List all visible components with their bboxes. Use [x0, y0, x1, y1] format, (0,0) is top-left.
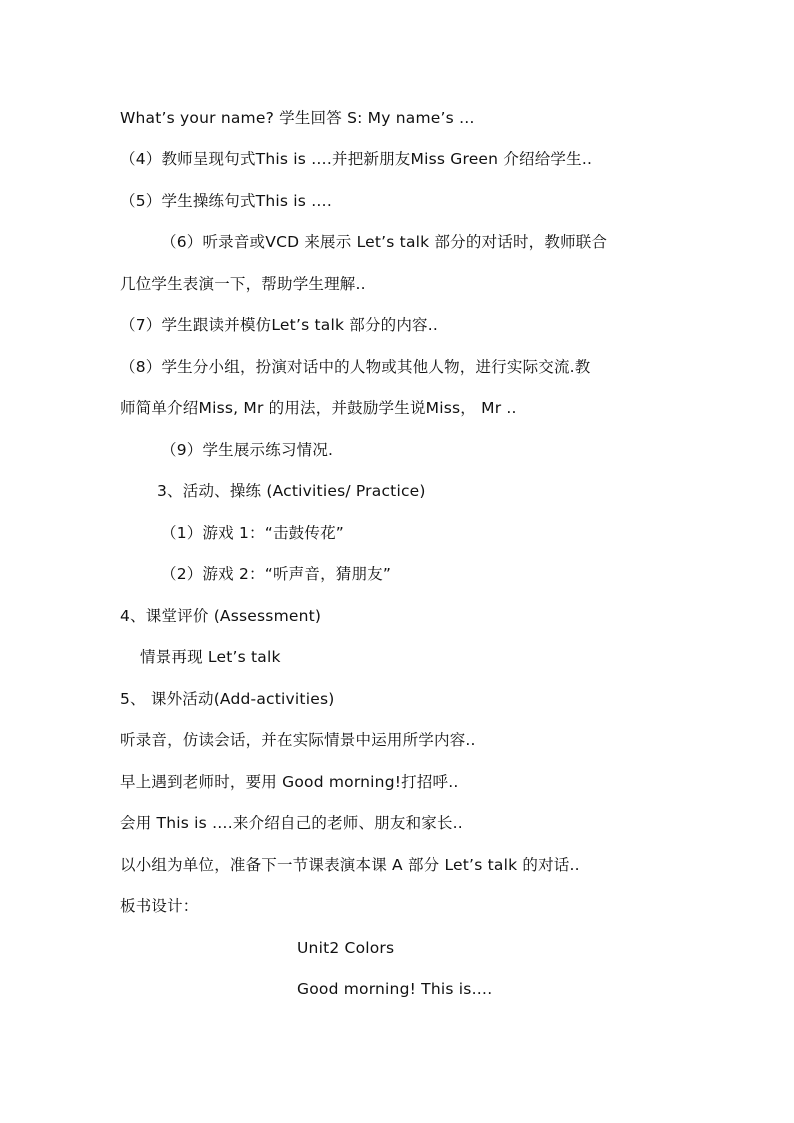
- text-line-homework-2: 早上遇到老师时，要用 Good morning!打招呼..: [120, 773, 459, 791]
- text-line-step-9: （9）学生展示练习情况.: [161, 441, 334, 459]
- text-line-step-8: （8）学生分小组，扮演对话中的人物或其他人物，进行实际交流.教: [120, 358, 591, 376]
- text-line-step-5: （5）学生操练句式This is ….: [120, 192, 332, 210]
- text-line-step-4: （4）教师呈现句式This is ….并把新朋友Miss Green 介绍给学生..: [120, 150, 593, 168]
- text-line-game-1: （1）游戏 1：“击鼓传花”: [161, 524, 345, 542]
- section-heading-add-activities: 5、 课外活动(Add-activities): [120, 690, 335, 708]
- board-design-title: Unit2 Colors: [297, 939, 395, 957]
- text-line-homework-3: 会用 This is ….来介绍自己的老师、朋友和家长..: [120, 814, 463, 832]
- text-line-step-8-cont: 师简单介绍Miss, Mr 的用法，并鼓励学生说Miss， Mr ..: [120, 399, 517, 417]
- section-heading-activities: 3、活动、操练 (Activities/ Practice): [157, 482, 426, 500]
- text-line-step-7: （7）学生跟读并模仿Let’s talk 部分的内容..: [120, 316, 439, 334]
- text-line-assessment-detail: 情景再现 Let’s talk: [140, 648, 281, 666]
- text-line-homework-4: 以小组为单位，准备下一节课表演本课 A 部分 Let’s talk 的对话..: [120, 856, 580, 874]
- text-line-game-2: （2）游戏 2：“听声音，猜朋友”: [161, 565, 392, 583]
- text-line-step-6: （6）听录音或VCD 来展示 Let’s talk 部分的对话时，教师联合: [161, 233, 608, 251]
- text-line-homework-1: 听录音，仿读会话，并在实际情景中运用所学内容..: [120, 731, 476, 749]
- section-heading-board-design: 板书设计：: [120, 897, 199, 915]
- board-design-phrase: Good morning! This is….: [297, 980, 493, 998]
- text-line-name-question: What’s your name? 学生回答 S: My name’s …: [120, 109, 475, 127]
- section-heading-assessment: 4、课堂评价 (Assessment): [120, 607, 322, 625]
- text-line-step-6-cont: 几位学生表演一下，帮助学生理解..: [120, 275, 366, 293]
